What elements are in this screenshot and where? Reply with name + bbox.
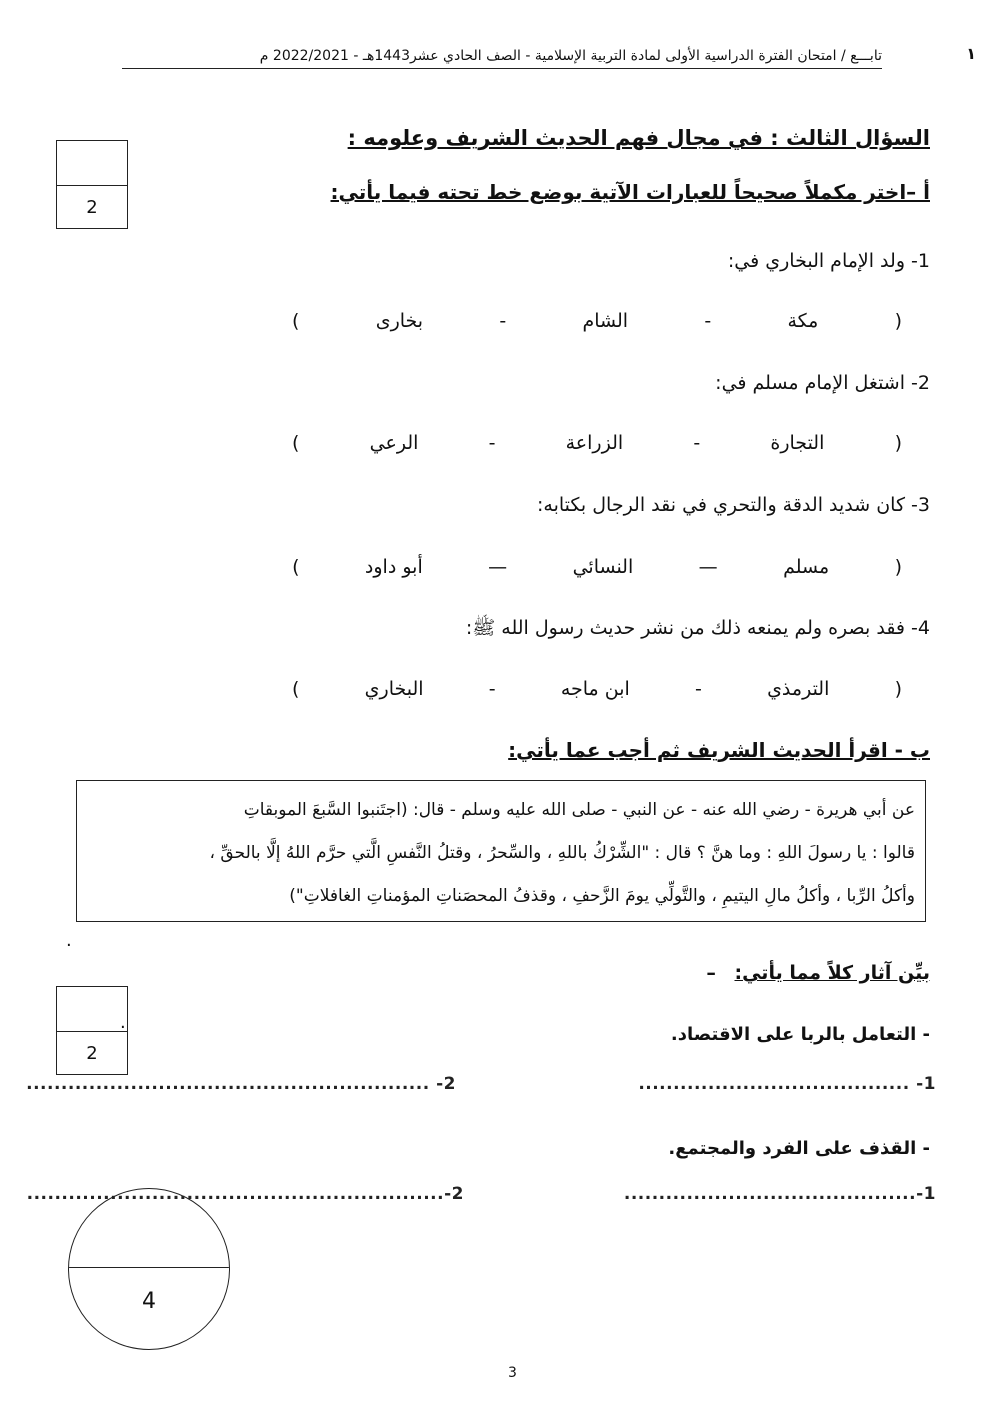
circle-divider <box>69 1267 229 1268</box>
usury-effects-prompt: - التعامل بالربا على الاقتصاد. <box>670 1024 930 1045</box>
separator: - <box>693 432 701 454</box>
choice-3[interactable]: الرعي <box>369 432 419 454</box>
item-1-stem: 1- ولد الإمام البخاري في: <box>727 250 930 272</box>
answer-line-1[interactable]: 1-.......................................... <box>623 1184 936 1204</box>
explain-effects-heading <box>706 962 930 984</box>
open-paren: ( <box>894 432 902 454</box>
item-2-choices <box>292 432 902 454</box>
separator: - <box>488 432 496 454</box>
choice-1[interactable]: الترمذي <box>767 678 830 700</box>
question-title: السؤال الثالث : في مجال فهم الحديث الشريف وعلومه : <box>347 126 930 150</box>
separator: — <box>488 556 508 578</box>
page-number: 3 <box>508 1365 517 1381</box>
choice-1[interactable]: مسلم <box>783 556 830 578</box>
choice-3[interactable]: البخاري <box>364 678 424 700</box>
slander-effects-prompt: - القذف على الفرد والمجتمع. <box>668 1138 930 1159</box>
choice-2[interactable]: الشام <box>582 310 629 332</box>
choice-2[interactable]: الزراعة <box>565 432 624 454</box>
stray-dot: . <box>66 930 72 951</box>
item-4-stem: 4- فقد بصره ولم يمنعه ذلك من نشر حديث رسول الله ﷺ: <box>465 617 930 639</box>
close-paren: ) <box>292 556 300 578</box>
choice-2[interactable]: ابن ماجه <box>560 678 630 700</box>
close-paren: ) <box>292 310 300 332</box>
score-box-value: 2 <box>86 196 98 218</box>
open-paren: ( <box>894 678 902 700</box>
explain-effects-label: بيِّن آثار كلاً مما يأتي: <box>734 962 930 984</box>
item-2-stem: 2- اشتغل الإمام مسلم في: <box>715 372 930 394</box>
hadith-line-2: قالوا : يا رسولَ اللهِ : وما هنَّ ؟ قال : "الشِّرْكُ باللهِ ، والسِّحرُ ، وقتلُ النَّفسِ الَّتي حرَّم اللهُ إلَّا بالحقِّ ، <box>209 843 915 863</box>
hadith-box <box>76 780 926 922</box>
score-box-part-b <box>56 986 128 1075</box>
hadith-line-1: عن أبي هريرة - رضي الله عنه - عن النبي - صلى الله عليه وسلم - قال: (اجتَنبوا السَّبعَ الموبقاتِ <box>243 800 915 820</box>
separator: - <box>704 310 712 332</box>
choice-3[interactable]: أبو داود <box>364 556 423 578</box>
answer-line-2[interactable]: 2- .......................................................... <box>26 1074 456 1094</box>
score-box-part-a <box>56 140 128 229</box>
open-paren: ( <box>894 556 902 578</box>
close-paren: ) <box>292 678 300 700</box>
stray-dot: . <box>120 1012 126 1033</box>
score-box-value: 2 <box>86 1042 98 1064</box>
separator: - <box>695 678 702 700</box>
item-1-choices <box>292 310 902 332</box>
answer-line-1[interactable]: 1- ....................................... <box>638 1074 936 1094</box>
explain-effects-dash: – <box>706 962 716 984</box>
separator: - <box>488 678 496 700</box>
part-b-title: ب - اقرأ الحديث الشريف ثم أجب عما يأتي: <box>508 738 930 762</box>
corner-mark: ١ <box>966 44 976 63</box>
item-4-choices <box>292 678 902 700</box>
close-paren: ) <box>292 432 300 454</box>
item-3-choices <box>292 556 902 578</box>
open-paren: ( <box>894 310 902 332</box>
choice-3[interactable]: بخارى <box>375 310 424 332</box>
item-3-stem: 3- كان شديد الدقة والتحري في نقد الرجال بكتابه: <box>537 494 930 516</box>
choice-2[interactable]: النسائي <box>572 556 634 578</box>
total-score-circle <box>68 1188 230 1350</box>
total-score-value: 4 <box>142 1289 156 1314</box>
hadith-line-3: وأكلُ الرِّبا ، وأكلُ مالِ اليتيمِ ، والتَّولِّي يومَ الزَّحفِ ، وقذفُ المحصَناتِ المؤمناتِ الغافلاتِ") <box>289 886 915 906</box>
separator: - <box>499 310 507 332</box>
separator: — <box>698 556 718 578</box>
score-box-blank <box>57 987 127 1032</box>
score-box-blank <box>57 141 127 186</box>
part-a-instruction: أ –اختر مكملاً صحيحاً للعبارات الآتية بوضع خط تحته فيما يأتي: <box>330 180 930 204</box>
choice-1[interactable]: مكة <box>787 310 819 332</box>
exam-header: تابـــع / امتحان الفترة الدراسية الأولى لمادة التربية الإسلامية - الصف الحادي عشر1443هـ - 2022/2021 م <box>122 48 882 69</box>
answer-line-2[interactable]: 2-............................................................ <box>26 1184 464 1204</box>
choice-1[interactable]: التجارة <box>770 432 825 454</box>
